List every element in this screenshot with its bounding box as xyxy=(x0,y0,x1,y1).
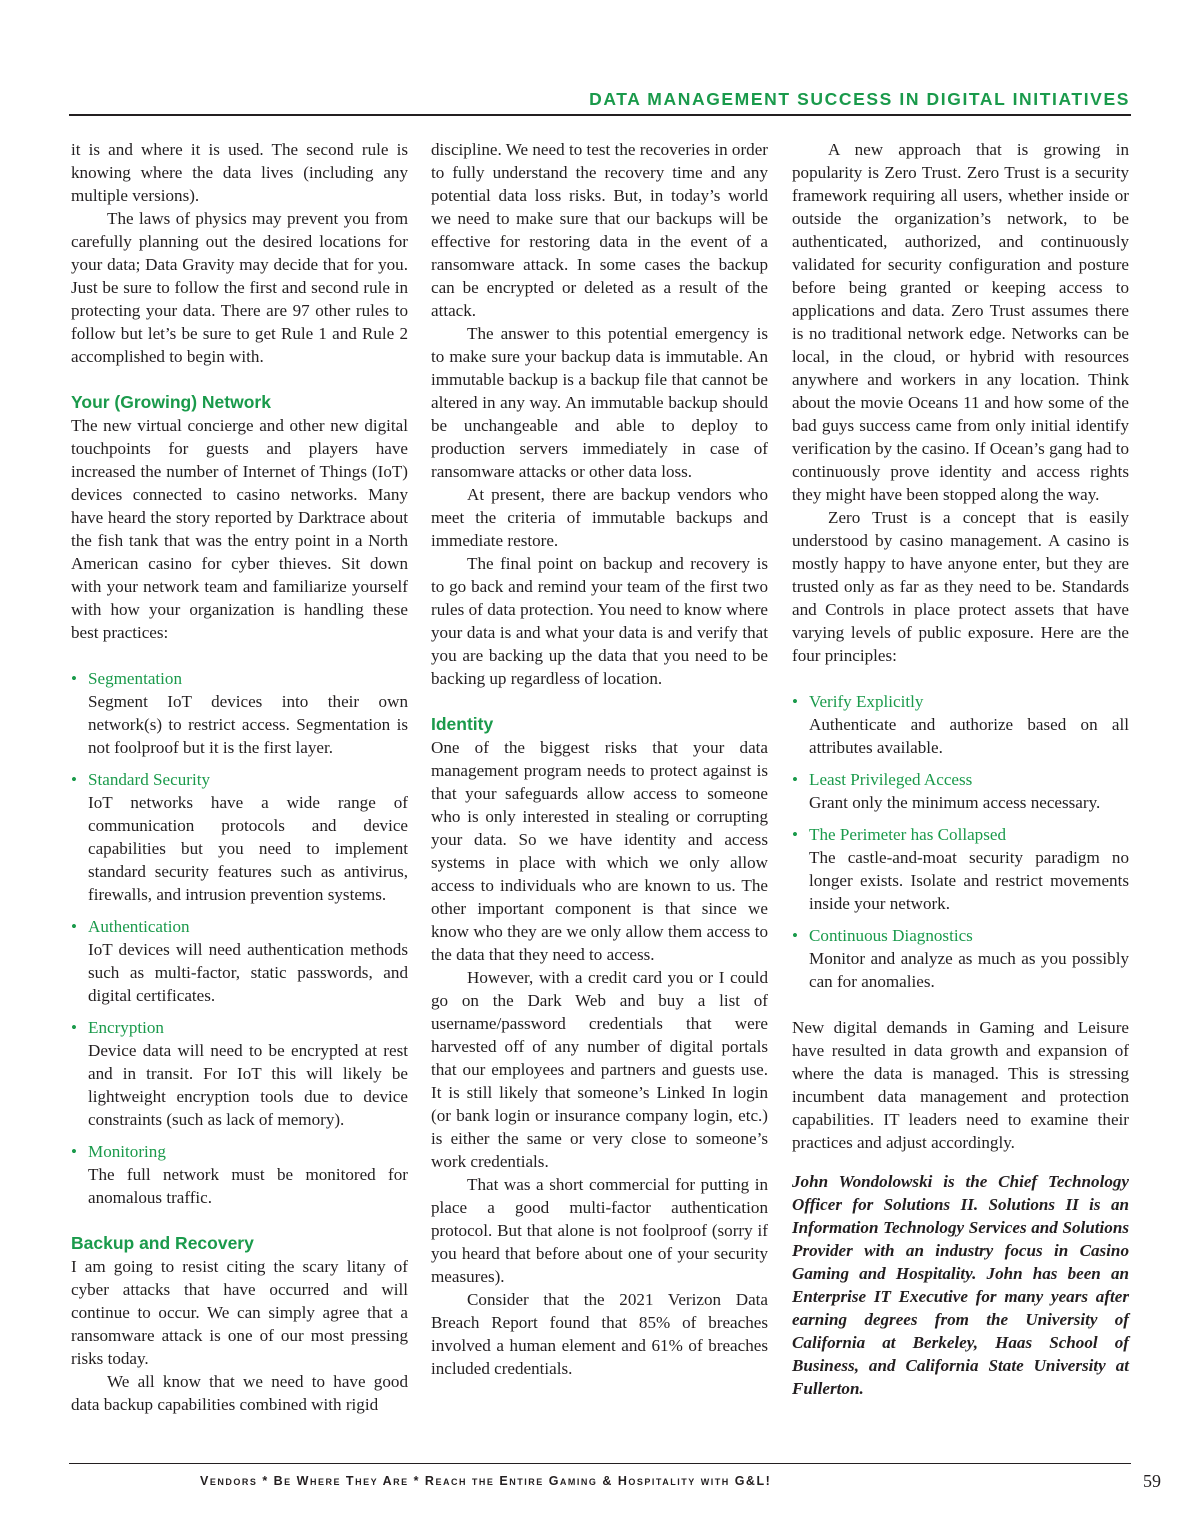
section-heading-network: Your (Growing) Network xyxy=(71,392,271,412)
footer-tagline: Vendors * Be Where They Are * Reach the Entire Gaming & Hospitality with G&L! xyxy=(200,1474,772,1488)
paragraph: Zero Trust is a concept that is easily understood by casino management. A casino is mostly happy to have anyone enter, but they are trusted only as far as they need to be. Standards and Controls in place protect assets that have varying levels of public exposure. Here are the four principles: xyxy=(792,508,1129,665)
footer-rule xyxy=(69,1463,1131,1464)
list-item xyxy=(71,768,408,906)
paragraph: The laws of physics may prevent you from carefully planning out the desired locations for your data; Data Gravity may decide that for you. Just be sure to follow the first and second rule in protecting your data. There are 97 other rules to follow but let’s be sure to get Rule 1 and Rule 2 accomplished to begin with. xyxy=(71,209,408,366)
bullet-body: Segment IoT devices into their own network(s) to restrict access. Segmentation is not foolproof but it is the first layer. xyxy=(88,692,408,757)
bullet-body: IoT devices will need authentication methods such as multi-factor, static passwords, and digital certificates. xyxy=(88,940,408,1005)
bullet-icon: • xyxy=(71,917,77,936)
bullet-icon: • xyxy=(71,1142,77,1161)
bullet-icon: • xyxy=(71,770,77,789)
bullet-title: Authentication xyxy=(88,917,190,936)
list-item xyxy=(71,915,408,1007)
bullet-title: Monitoring xyxy=(88,1142,166,1161)
author-bio: John Wondolowski is the Chief Technology Officer for Solutions II. Solutions II is an Information Technology Services and Solutions Provider with an industry focus in Casino Gaming and Hospitality. John has been an Enterprise IT Executive for many years after earning degrees from the University of California at Berkeley, Haas School of Business, and California State University at Fullerton. xyxy=(792,1172,1129,1398)
list-item xyxy=(792,823,1129,915)
bullet-body: The full network must be monitored for anomalous traffic. xyxy=(88,1165,408,1207)
column-3 xyxy=(792,138,1129,1400)
bullet-list-zero-trust xyxy=(792,690,1129,993)
bullet-title: Segmentation xyxy=(88,669,182,688)
page-number: 59 xyxy=(1143,1471,1161,1491)
list-item xyxy=(71,1140,408,1209)
section-heading-identity: Identity xyxy=(431,714,494,734)
header-rule xyxy=(69,114,1131,116)
bullet-body: The castle-and-moat security paradigm no longer exists. Isolate and restrict movements inside your network. xyxy=(809,848,1129,913)
bullet-body: Device data will need to be encrypted at rest and in transit. For IoT this will likely be lightweight encryption tools due to device constraints (such as lack of memory). xyxy=(88,1041,408,1129)
paragraph: One of the biggest risks that your data management program needs to protect against is that your safeguards allow access to someone who is only interested in stealing or corrupting your data. So we have identity and access systems in place with which we only allow access to individuals who are known to us. The other important component is that since we know who they are we only allow them access to the data that they need to access. xyxy=(431,738,768,964)
paragraph: it is and where it is used. The second rule is knowing where the data lives (including any multiple versions). xyxy=(71,140,408,205)
paragraph: I am going to resist citing the scary litany of cyber attacks that have occurred and will continue to occur. We can simply agree that a ransomware attack is one of our most pressing risks today. xyxy=(71,1257,408,1368)
bullet-icon: • xyxy=(792,692,798,711)
bullet-icon: • xyxy=(792,926,798,945)
paragraph: The final point on backup and recovery is to go back and remind your team of the first two rules of data protection. You need to know where your data is and what your data is and verify that you are backing up the data that you need to be backing up regardless of location. xyxy=(431,554,768,688)
bullet-icon: • xyxy=(792,825,798,844)
paragraph: New digital demands in Gaming and Leisure have resulted in data growth and expansion of where the data is managed. This is stressing incumbent data management and protection capabilities. IT leaders need to examine their practices and adjust accordingly. xyxy=(792,1018,1129,1152)
bullet-title: Standard Security xyxy=(88,770,211,789)
bullet-list-iot xyxy=(71,667,408,1209)
bullet-icon: • xyxy=(71,1018,77,1037)
column-1 xyxy=(71,138,408,1416)
paragraph: A new approach that is growing in popularity is Zero Trust. Zero Trust is a security framework requiring all users, whether inside or outside the organization’s network, to be authenticated, authorized, and continuously validated for security configuration and posture before being granted or keeping access to applications and data. Zero Trust assumes there is no traditional network edge. Networks can be local, in the cloud, or hybrid with resources anywhere and workers in any location. Think about the movie Oceans 11 and how some of the bad guys success came from only initial identify verification by the casino. If Ocean’s gang had to continuously prove identity and access rights they might have been stopped along the way. xyxy=(792,140,1129,504)
bullet-title: Continuous Diagnostics xyxy=(809,926,973,945)
bullet-body: IoT networks have a wide range of communication protocols and device capabilities but you need to implement standard security features such as antivirus, firewalls, and intrusion prevention systems. xyxy=(88,793,408,904)
list-item xyxy=(792,690,1129,759)
bullet-body: Grant only the minimum access necessary. xyxy=(809,793,1101,812)
paragraph: Consider that the 2021 Verizon Data Breach Report found that 85% of breaches involved a human element and 61% of breaches included credentials. xyxy=(431,1290,768,1378)
list-item xyxy=(71,1016,408,1131)
bullet-body: Authenticate and authorize based on all attributes available. xyxy=(809,715,1129,757)
bullet-body: Monitor and analyze as much as you possibly can for anomalies. xyxy=(809,949,1129,991)
list-item xyxy=(792,924,1129,993)
bullet-title: The Perimeter has Collapsed xyxy=(809,825,1006,844)
paragraph: The answer to this potential emergency is to make sure your backup data is immutable. An immutable backup is a backup file that cannot be altered in any way. An immutable backup should be unchangeable and able to deploy to production servers immediately in case of ransomware attacks or other data loss. xyxy=(431,324,768,481)
paragraph: The new virtual concierge and other new digital touchpoints for guests and players have increased the number of Internet of Things (IoT) devices connected to casino networks. Many have heard the story reported by Darktrace about the fish tank that was the entry point in a North American casino for cyber thieves. Sit down with your network team and familiarize yourself with how your organization is handling these best practices: xyxy=(71,416,408,642)
list-item xyxy=(792,768,1129,814)
bullet-icon: • xyxy=(792,770,798,789)
bullet-title: Verify Explicitly xyxy=(809,692,924,711)
paragraph: At present, there are backup vendors who meet the criteria of immutable backups and immediate restore. xyxy=(431,485,768,550)
bullet-title: Least Privileged Access xyxy=(809,770,973,789)
paragraph: discipline. We need to test the recoveries in order to fully understand the recovery time and any potential data loss risks. But, in today’s world we need to make sure that our backups will be effective for restoring data in the event of a ransomware attack. In some cases the backup can be encrypted or deleted as a result of the attack. xyxy=(431,140,768,320)
column-2 xyxy=(431,138,768,1380)
paragraph: We all know that we need to have good data backup capabilities combined with rigid xyxy=(71,1372,408,1414)
section-heading-backup: Backup and Recovery xyxy=(71,1233,254,1253)
list-item xyxy=(71,667,408,759)
running-header: DATA MANAGEMENT SUCCESS IN DIGITAL INITIATIVES xyxy=(589,89,1130,109)
paragraph: That was a short commercial for putting in place a good multi-factor authentication protocol. But that alone is not foolproof (sorry if you heard that before about one of your security measures). xyxy=(431,1175,768,1286)
bullet-icon: • xyxy=(71,669,77,688)
paragraph: However, with a credit card you or I could go on the Dark Web and buy a list of username/password credentials that were harvested off of any number of digital portals that our employees and partners and guests use. It is still likely that someone’s Linked In login (or bank login or insurance company login, etc.) is either the same or very close to someone’s work credentials. xyxy=(431,968,768,1171)
bullet-title: Encryption xyxy=(88,1018,164,1037)
